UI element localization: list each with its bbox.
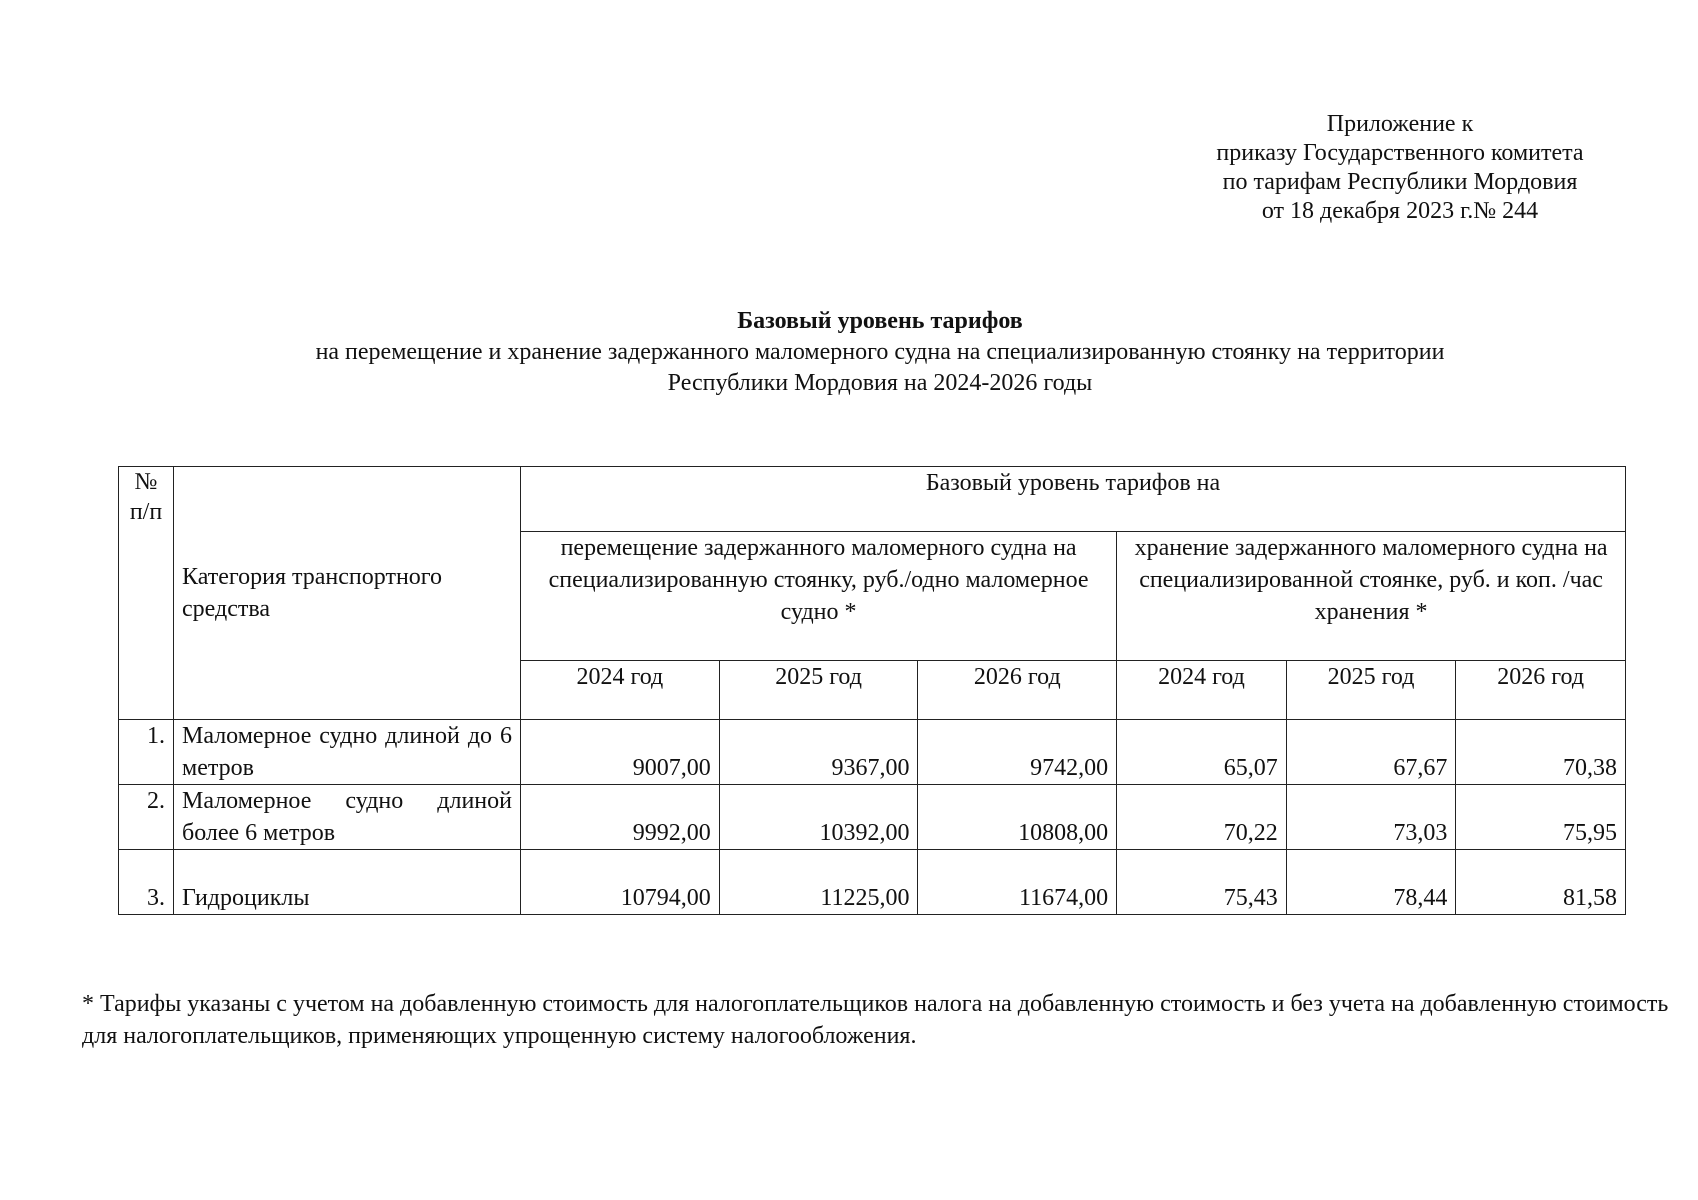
title-main: Базовый уровень тарифов (737, 308, 1023, 334)
header-store: хранение задержанного маломерного судна на специализированной стоянке, руб. и коп. /час хранения * (1117, 532, 1626, 661)
title-line: на перемещение и хранение задержанного маломерного судна на специализированную стоянку на территории (315, 339, 1445, 365)
row-value: 10392,00 (719, 785, 918, 850)
row-category: Маломерное судно длиной более 6 метров (174, 785, 521, 850)
row-value: 9992,00 (521, 785, 720, 850)
row-num: 1. (119, 720, 174, 785)
row-category: Маломерное судно длиной до 6 метров (174, 720, 521, 785)
table-row (119, 850, 1626, 915)
header-num: № п/п (119, 467, 174, 720)
appendix-line: Приложение к (1326, 111, 1474, 137)
row-value: 78,44 (1286, 850, 1456, 915)
document-title (150, 306, 1610, 399)
row-value: 75,95 (1456, 785, 1626, 850)
header-year: 2026 год (918, 661, 1117, 720)
row-value: 75,43 (1117, 850, 1287, 915)
row-num: 2. (119, 785, 174, 850)
row-value: 9367,00 (719, 720, 918, 785)
header-year: 2025 год (1286, 661, 1456, 720)
tariff-table (118, 466, 1626, 915)
row-value: 73,03 (1286, 785, 1456, 850)
header-year: 2024 год (1117, 661, 1287, 720)
appendix-line: приказу Государственного комитета (1216, 140, 1584, 166)
row-value: 67,67 (1286, 720, 1456, 785)
row-value: 9007,00 (521, 720, 720, 785)
header-group: Базовый уровень тарифов на (521, 467, 1626, 532)
table-row (119, 785, 1626, 850)
header-category: Категория транспортного средства (174, 467, 521, 720)
row-value: 10794,00 (521, 850, 720, 915)
row-value: 10808,00 (918, 785, 1117, 850)
footnote: * Тарифы указаны с учетом на добавленную стоимость для налогоплательщиков налога на добавленную стоимость и без учета на добавленную стоимость для налогоплательщиков, применяющих упрощенную систему налогообложения. (82, 991, 1669, 1049)
header-move: перемещение задержанного маломерного судна на специализированную стоянку, руб./одно маломерное судно * (521, 532, 1117, 661)
header-year: 2024 год (521, 661, 720, 720)
row-category: Гидроциклы (174, 850, 521, 915)
table-row (119, 720, 1626, 785)
row-value: 70,38 (1456, 720, 1626, 785)
title-line: Республики Мордовия на 2024-2026 годы (667, 370, 1093, 396)
appendix-line: от 18 декабря 2023 г.№ 244 (1261, 198, 1539, 224)
header-year: 2025 год (719, 661, 918, 720)
appendix-line: по тарифам Республики Мордовия (1222, 169, 1578, 195)
row-value: 11674,00 (918, 850, 1117, 915)
row-value: 65,07 (1117, 720, 1287, 785)
row-value: 81,58 (1456, 850, 1626, 915)
row-value: 9742,00 (918, 720, 1117, 785)
appendix-block (1140, 110, 1660, 226)
row-value: 70,22 (1117, 785, 1287, 850)
row-value: 11225,00 (719, 850, 918, 915)
row-num: 3. (119, 850, 174, 915)
header-year: 2026 год (1456, 661, 1626, 720)
